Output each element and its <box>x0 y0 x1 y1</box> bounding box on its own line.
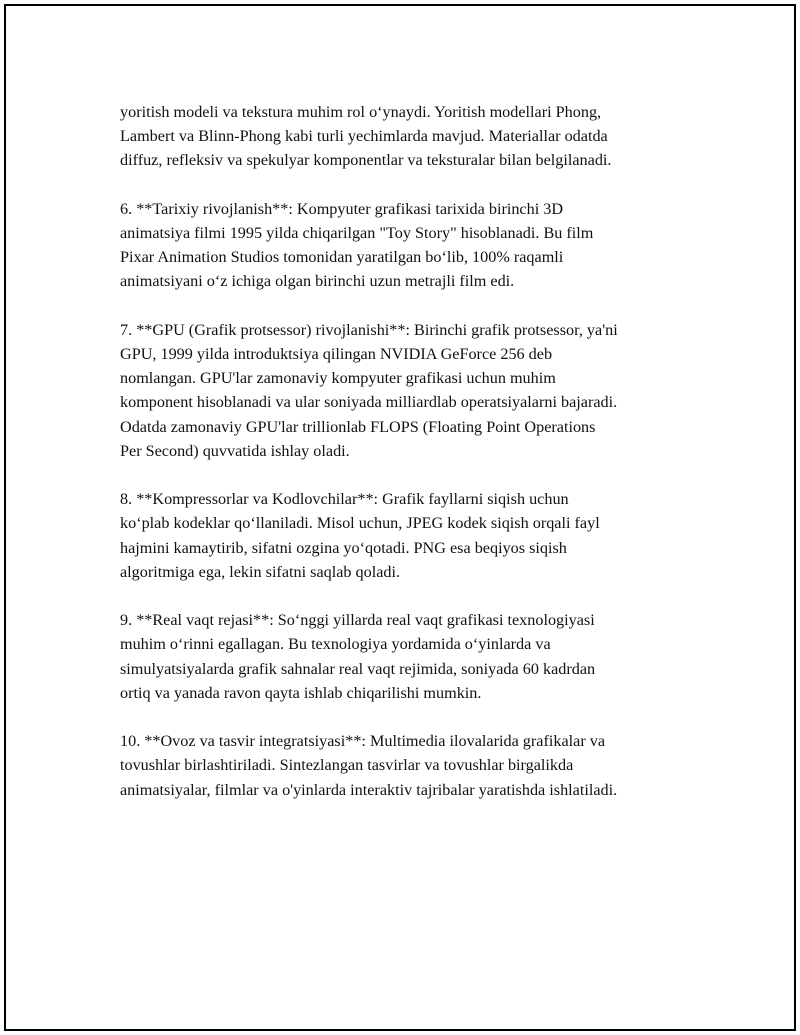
text-line: 9. **Real vaqt rejasi**: So‘nggi yillarda real vaqt grafikasi texnologiyasi <box>120 611 595 630</box>
text-line: Pixar Animation Studios tomonidan yaratilgan bo‘lib, 100% raqamli <box>120 248 564 267</box>
text-line: hajmini kamaytirib, sifatni ozgina yo‘qotadi. PNG esa beqiyos siqish <box>120 538 567 557</box>
text-line: yoritish modeli va tekstura muhim rol o‘ynaydi. Yoritish modellari Phong, <box>120 103 602 121</box>
text-line: animatsiya filmi 1995 yilda chiqarilgan "Toy Story" hisoblanadi. Bu film <box>120 224 594 242</box>
text-line: diffuz, refleksiv va spekulyar komponentlar va teksturalar bilan belgilanadi. <box>120 151 612 170</box>
text-line: animatsiyani o‘z ichiga olgan birinchi uzun metrajli film edi. <box>120 272 515 291</box>
text-line: 6. **Tarixiy rivojlanish**: Kompyuter grafikasi tarixida birinchi 3D <box>120 199 564 218</box>
text-line: muhim o‘rinni egallagan. Bu texnologiya yordamida o‘yinlarda va <box>120 635 551 654</box>
text-line: simulyatsiyalarda grafik sahnalar real vaqt rejimida, soniyada 60 kadrdan <box>120 659 596 678</box>
text-line: 8. **Kompressorlar va Kodlovchilar**: Grafik fayllarni siqish uchun <box>120 490 569 509</box>
text-line: ortiq va yanada ravon qayta ishlab chiqarilishi mumkin. <box>120 683 482 702</box>
paragraph-lighting <box>120 100 720 173</box>
text-line: komponent hisoblanadi va ular soniyada milliardlab operatsiyalarni bajaradi. <box>120 393 618 412</box>
text-line: GPU, 1999 yilda introduktsiya qilingan NVIDIA GeForce 256 deb <box>120 345 553 363</box>
paragraph-audio-video <box>120 729 720 802</box>
text-line: 7. **GPU (Grafik protsessor) rivojlanishi**: Birinchi grafik protsessor, ya'ni <box>120 320 618 339</box>
text-line: 10. **Ovoz va tasvir integratsiyasi**: Multimedia ilovalarida grafikalar va <box>120 732 606 751</box>
text-line: algoritmiga ega, lekin sifatni saqlab qoladi. <box>120 562 401 581</box>
text-line: tovushlar birlashtiriladi. Sintezlangan tasvirlar va tovushlar birgalikda <box>120 756 574 775</box>
text-line: animatsiyalar, filmlar va o'yinlarda interaktiv tajribalar yaratishda ishlatiladi. <box>120 780 618 799</box>
text-line: ko‘plab kodeklar qo‘llaniladi. Misol uchun, JPEG kodek siqish orqali fayl <box>120 514 600 533</box>
page-frame <box>4 4 796 1031</box>
paragraph-compressors <box>120 487 720 584</box>
text-line: Odatda zamonaviy GPU'lar trillionlab FLOPS (Floating Point Operations <box>120 417 596 436</box>
document-body <box>120 100 720 826</box>
text-line: nomlangan. GPU'lar zamonaviy kompyuter grafikasi uchun muhim <box>120 369 556 388</box>
paragraph-gpu <box>120 318 720 463</box>
paragraph-history <box>120 197 720 294</box>
text-line: Lambert va Blinn-Phong kabi turli yechimlarda mavjud. Materiallar odatda <box>120 127 608 146</box>
paragraph-realtime <box>120 608 720 705</box>
text-line: Per Second) quvvatida ishlay oladi. <box>120 441 350 460</box>
